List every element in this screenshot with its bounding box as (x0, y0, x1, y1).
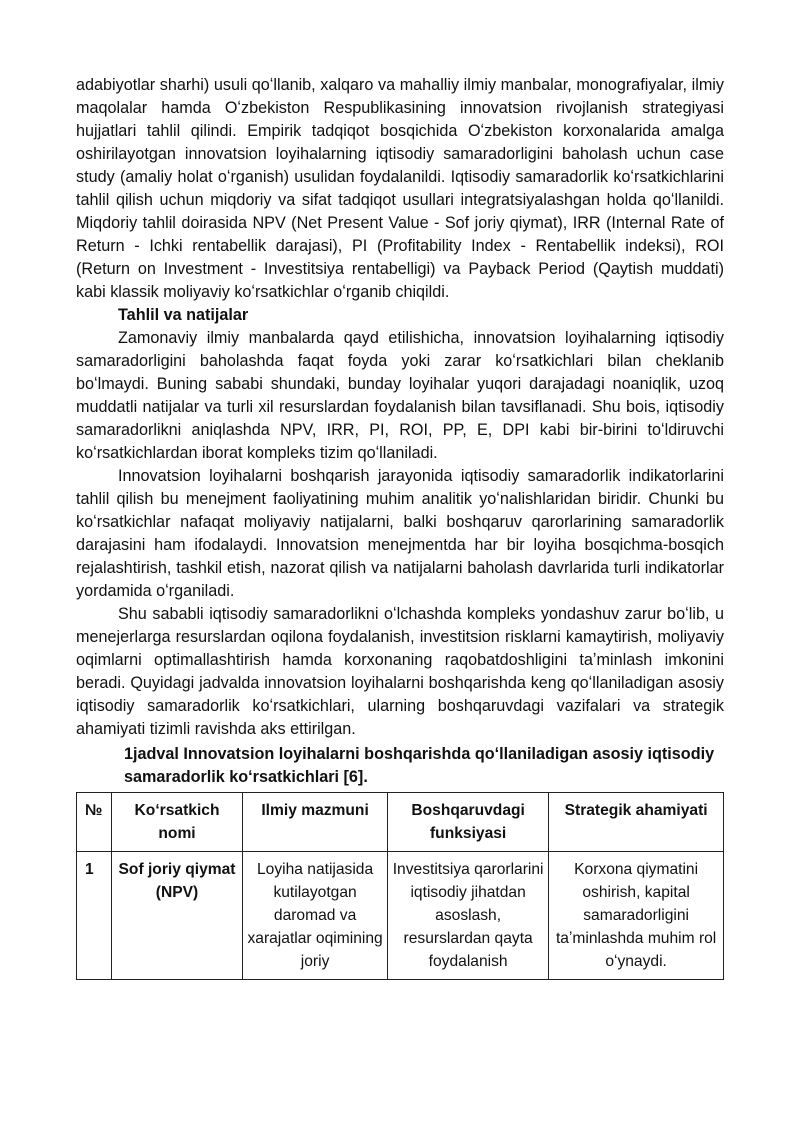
header-strategic-importance: Strategik ahamiyati (549, 793, 724, 852)
header-management-function: Boshqaruvdagi funksiyasi (388, 793, 549, 852)
paragraph-analysis-2: Innovatsion loyihalarni boshqarish jarayonida iqtisodiy samaradorlik indikatorlarini tahlil qilish bu menejment faoliyatining muhim analitik yoʻnalishlaridan biridir. Chunki bu koʻrsatkichlar nafaqat moliyaviy natijalarni, balki boshqaruv qarorlarining samaradorlik darajasini ham ifodalaydi. Innovatsion menejmentda har bir loyiha bosqichma-bosqich rejalashtirish, tashkil etish, nazorat qilish va natijalarni baholash davrlarida turli indikatorlar yordamida oʻrganiladi. (76, 467, 724, 600)
indicators-table (76, 792, 724, 980)
header-number: № (77, 793, 112, 852)
header-scientific-content: Ilmiy mazmuni (243, 793, 388, 852)
row-indicator-name: Sof joriy qiymat (NPV) (111, 852, 242, 980)
table-caption: 1jadval Innovatsion loyihalarni boshqarishda qoʻllaniladigan asosiy iqtisodiy samaradorlik koʻrsatkichlari [6]. (124, 745, 715, 786)
paragraph-analysis-1: Zamonaviy ilmiy manbalarda qayd etilishicha, innovatsion loyihalarning iqtisodiy samaradorligini baholashda faqat foyda yoki zarar koʻrsatkichlari bilan cheklanib boʻlmaydi. Buning sababi shundaki, bunday loyihalar yuqori darajadagi noaniqlik, uzoq muddatli natijalar va turli xil resurslardan foydalanish bilan tavsiflanadi. Shu bois, iqtisodiy samaradorlikni aniqlashda NPV, IRR, PI, ROI, PP, E, DPI kabi bir-birini toʻldiruvchi koʻrsatkichlardan iborat kompleks tizim qoʻllaniladi. (76, 329, 724, 462)
row-scientific-content: Loyiha natijasida kutilayotgan daromad va xarajatlar oqimining joriy (243, 852, 388, 980)
row-number: 1 (77, 852, 112, 980)
row-strategic-importance: Korxona qiymatini oshirish, kapital samaradorligini taʼminlashda muhim rol oʻynaydi. (549, 852, 724, 980)
row-management-function: Investitsiya qarorlarini iqtisodiy jihatdan asoslash, resurslardan qayta foydalanish (388, 852, 549, 980)
paragraph-analysis-3: Shu sababli iqtisodiy samaradorlikni oʻlchashda kompleks yondashuv zarur boʻlib, u menejerlarga resurslardan oqilona foydalanish, investitsion risklarni kamaytirish, moliyaviy oqimlarni optimallashtirish hamda korxonaning raqobatdoshligini taʼminlash imkonini beradi. Quyidagi jadvalda innovatsion loyihalarni boshqarishda keng qoʻllaniladigan asosiy iqtisodiy samaradorlik koʻrsatkichlari, ularning boshqaruvdagi vazifalari va strategik ahamiyati tizimli ravishda aks ettirilgan. (76, 605, 724, 738)
header-indicator-name: Koʻrsatkich nomi (111, 793, 242, 852)
table-row (77, 852, 724, 980)
table-header-row (77, 793, 724, 852)
paragraph-methods: adabiyotlar sharhi) usuli qoʻllanib, xalqaro va mahalliy ilmiy manbalar, monografiyalar, ilmiy maqolalar hamda Oʻzbekiston Respublikasining innovatsion rivojlanish strategiyasi hujjatlari tahlil qilindi. Empirik tadqiqot bosqichida Oʻzbekiston korxonalarida amalga oshirilayotgan innovatsion loyihalarning iqtisodiy samaradorligini baholash uchun case study (amaliy holat oʻrganish) usulidan foydalanildi. Iqtisodiy samaradorlik koʻrsatkichlarini tahlil qilish uchun miqdoriy va sifat tadqiqot usullari integratsiyalashgan holda qoʻllanildi. Miqdoriy tahlil doirasida NPV (Net Present Value - Sof joriy qiymat), IRR (Internal Rate of Return - Ichki rentabellik darajasi), PI (Profitability Index - Rentabellik indeksi), ROI (Return on Investment - Investitsiya rentabelligi) va Payback Period (Qaytish muddati) kabi klassik moliyaviy koʻrsatkichlar oʻrganib chiqildi. (76, 76, 724, 301)
section-heading: Tahlil va natijalar (118, 306, 249, 324)
